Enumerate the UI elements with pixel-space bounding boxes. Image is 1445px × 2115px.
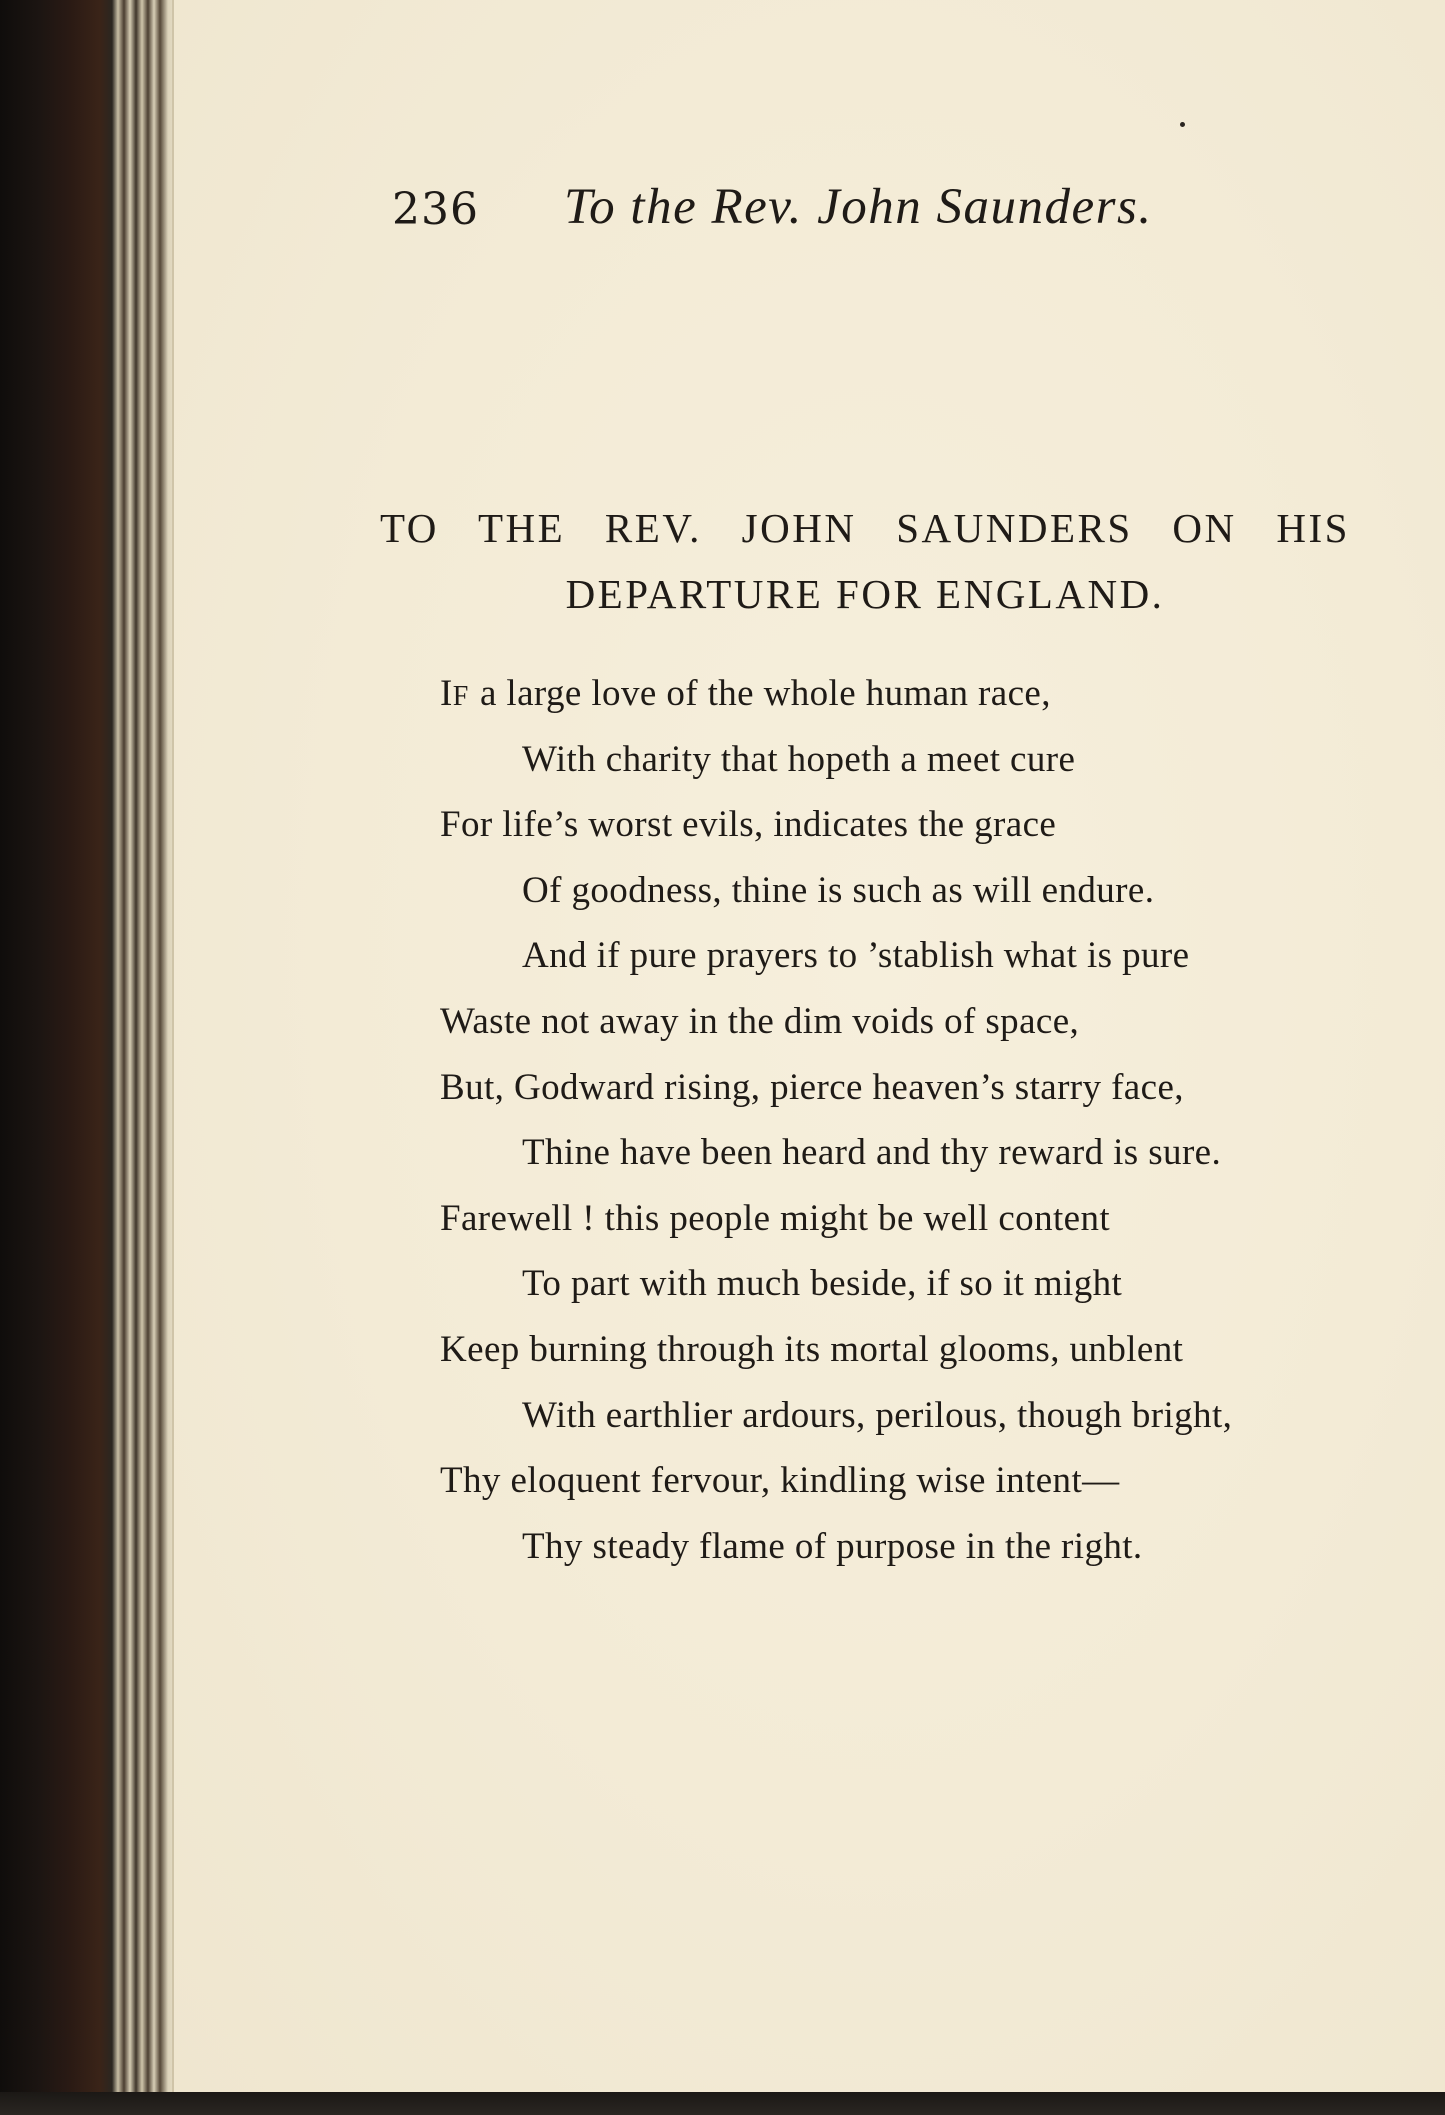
poem-line: And if pure prayers to ’stablish what is pure: [522, 935, 1190, 977]
running-head: [392, 178, 1292, 248]
poem-line: [440, 666, 1340, 732]
poem-line: Thine have been heard and thy reward is sure.: [522, 1132, 1222, 1174]
poem-title-line-2: DEPARTURE FOR ENGLAND.: [565, 571, 1165, 617]
poem-line: Thy eloquent fervour, kindling wise intent—: [440, 1460, 1120, 1502]
poem-line: Farewell ! this people might be well content: [440, 1197, 1111, 1239]
paper-speck: [1180, 122, 1185, 127]
poem-line: Of goodness, thine is such as will endure.: [522, 869, 1155, 911]
poem-line: To part with much beside, if so it might: [522, 1263, 1123, 1305]
poem-line: Thy steady flame of purpose in the right.: [522, 1525, 1143, 1567]
page-number: 236: [392, 184, 479, 235]
poem-line: Waste not away in the dim voids of space,: [440, 1000, 1080, 1042]
poem-title: [380, 495, 1350, 627]
poem-line-text: a large love of the whole human race,: [470, 673, 1051, 714]
drop-initial: I: [440, 673, 453, 714]
poem-line: With charity that hopeth a meet cure: [522, 738, 1076, 780]
book-page-edges: [0, 0, 200, 2092]
poem-title-line-1: TO THE REV. JOHN SAUNDERS ON HIS: [380, 505, 1350, 551]
poem-line: With earthlier ardours, perilous, though bright,: [522, 1394, 1233, 1436]
poem-body: [440, 666, 1340, 1584]
running-title: To the Rev. John Saunders.: [564, 179, 1153, 235]
scan-bottom-border: [0, 2092, 1445, 2115]
poem-line: For life’s worst evils, indicates the grace: [440, 804, 1057, 846]
poem-line: Keep burning through its mortal glooms, unblent: [440, 1328, 1184, 1370]
poem-line: But, Godward rising, pierce heaven’s starry face,: [440, 1066, 1184, 1108]
small-caps: F: [452, 681, 471, 712]
